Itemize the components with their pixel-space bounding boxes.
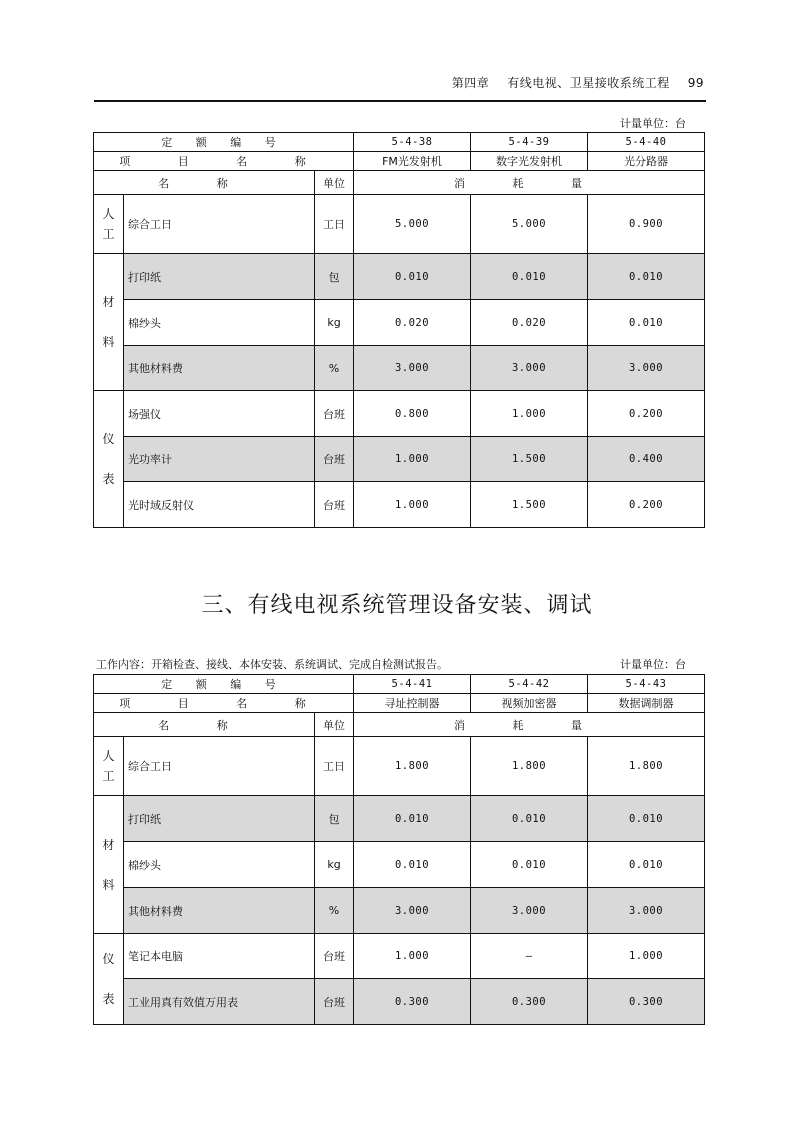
resource-unit: kg	[315, 842, 354, 888]
header-rule	[94, 100, 706, 102]
consumption-value: 3.000	[354, 888, 471, 934]
quota-code: 5-4-41	[354, 675, 471, 694]
consumption-value: 0.010	[588, 300, 705, 346]
name-column-header: 名 称	[94, 713, 315, 737]
quota-table-1	[93, 132, 705, 528]
page-header	[96, 74, 704, 92]
consumption-value: —	[471, 934, 588, 979]
consumption-value: 0.010	[588, 796, 705, 842]
consumption-value: 1.000	[354, 437, 471, 482]
resource-name: 综合工日	[124, 195, 315, 254]
consumption-value: 1.800	[471, 737, 588, 796]
consumption-value: 0.400	[588, 437, 705, 482]
consumption-header: 消 耗 量	[354, 713, 705, 737]
category-material: 材 料	[94, 254, 124, 391]
consumption-value: 3.000	[588, 888, 705, 934]
resource-name: 棉纱头	[124, 842, 315, 888]
consumption-value: 1.800	[354, 737, 471, 796]
consumption-value: 0.200	[588, 482, 705, 528]
quota-code: 5-4-39	[471, 133, 588, 152]
resource-unit: 包	[315, 254, 354, 300]
resource-name: 笔记本电脑	[124, 934, 315, 979]
consumption-value: 0.300	[471, 979, 588, 1025]
consumption-value: 0.010	[471, 254, 588, 300]
category-labor: 人 工	[94, 737, 124, 796]
quota-code: 5-4-40	[588, 133, 705, 152]
consumption-value: 0.010	[471, 842, 588, 888]
quota-code: 5-4-43	[588, 675, 705, 694]
chapter-label: 第四章	[451, 76, 490, 90]
consumption-value: 0.900	[588, 195, 705, 254]
resource-name: 其他材料费	[124, 888, 315, 934]
consumption-value: 0.010	[471, 796, 588, 842]
work-content: 工作内容：开箱检查、接线、本体安装、系统调试、完成自检测试报告。	[96, 658, 448, 671]
consumption-value: 1.000	[471, 391, 588, 437]
consumption-value: 0.300	[354, 979, 471, 1025]
consumption-header: 消 耗 量	[354, 171, 705, 195]
consumption-value: 5.000	[471, 195, 588, 254]
unit-column-header: 单位	[315, 171, 354, 195]
resource-unit: %	[315, 346, 354, 391]
unit-column-header: 单位	[315, 713, 354, 737]
item-name: 视频加密器	[471, 694, 588, 713]
quota-code: 5-4-38	[354, 133, 471, 152]
table1-unit: 计量单位：台	[620, 117, 686, 130]
resource-name: 其他材料费	[124, 346, 315, 391]
resource-name: 打印纸	[124, 254, 315, 300]
consumption-value: 0.020	[471, 300, 588, 346]
resource-unit: 台班	[315, 437, 354, 482]
resource-name: 工业用真有效值万用表	[124, 979, 315, 1025]
quota-table-2	[93, 674, 705, 1025]
consumption-value: 0.800	[354, 391, 471, 437]
table2-unit: 计量单位：台	[620, 658, 686, 671]
category-instrument: 仪 表	[94, 934, 124, 1025]
consumption-value: 0.010	[588, 842, 705, 888]
consumption-value: 3.000	[354, 346, 471, 391]
resource-unit: 工日	[315, 737, 354, 796]
consumption-value: 3.000	[471, 346, 588, 391]
page-number: 99	[687, 76, 704, 90]
resource-name: 场强仪	[124, 391, 315, 437]
resource-name: 棉纱头	[124, 300, 315, 346]
item-name: FM光发射机	[354, 152, 471, 171]
category-material: 材 料	[94, 796, 124, 934]
consumption-value: 0.010	[354, 842, 471, 888]
resource-unit: 包	[315, 796, 354, 842]
item-name-label: 项 目 名 称	[94, 152, 354, 171]
resource-unit: 台班	[315, 482, 354, 528]
consumption-value: 3.000	[588, 346, 705, 391]
resource-unit: 台班	[315, 979, 354, 1025]
consumption-value: 1.500	[471, 437, 588, 482]
section-title: 三、有线电视系统管理设备安装、调试	[201, 593, 593, 618]
resource-name: 打印纸	[124, 796, 315, 842]
consumption-value: 1.000	[354, 482, 471, 528]
consumption-value: 0.010	[354, 254, 471, 300]
consumption-value: 1.000	[588, 934, 705, 979]
consumption-value: 1.000	[354, 934, 471, 979]
resource-unit: 工日	[315, 195, 354, 254]
resource-unit: %	[315, 888, 354, 934]
item-name: 数字光发射机	[471, 152, 588, 171]
item-name: 光分路器	[588, 152, 705, 171]
consumption-value: 0.300	[588, 979, 705, 1025]
consumption-value: 0.010	[354, 796, 471, 842]
chapter-title: 有线电视、卫星接收系统工程	[507, 76, 670, 90]
consumption-value: 1.800	[588, 737, 705, 796]
category-instrument: 仪 表	[94, 391, 124, 528]
resource-name: 综合工日	[124, 737, 315, 796]
consumption-value: 5.000	[354, 195, 471, 254]
item-name: 数据调制器	[588, 694, 705, 713]
quota-code: 5-4-42	[471, 675, 588, 694]
name-column-header: 名 称	[94, 171, 315, 195]
item-name-label: 项 目 名 称	[94, 694, 354, 713]
consumption-value: 0.200	[588, 391, 705, 437]
consumption-value: 1.500	[471, 482, 588, 528]
consumption-value: 0.020	[354, 300, 471, 346]
consumption-value: 0.010	[588, 254, 705, 300]
consumption-value: 3.000	[471, 888, 588, 934]
resource-name: 光时域反射仪	[124, 482, 315, 528]
resource-unit: 台班	[315, 391, 354, 437]
resource-unit: kg	[315, 300, 354, 346]
category-labor: 人 工	[94, 195, 124, 254]
item-name: 寻址控制器	[354, 694, 471, 713]
resource-unit: 台班	[315, 934, 354, 979]
quota-code-label: 定 额 编 号	[94, 675, 354, 694]
resource-name: 光功率计	[124, 437, 315, 482]
quota-code-label: 定 额 编 号	[94, 133, 354, 152]
